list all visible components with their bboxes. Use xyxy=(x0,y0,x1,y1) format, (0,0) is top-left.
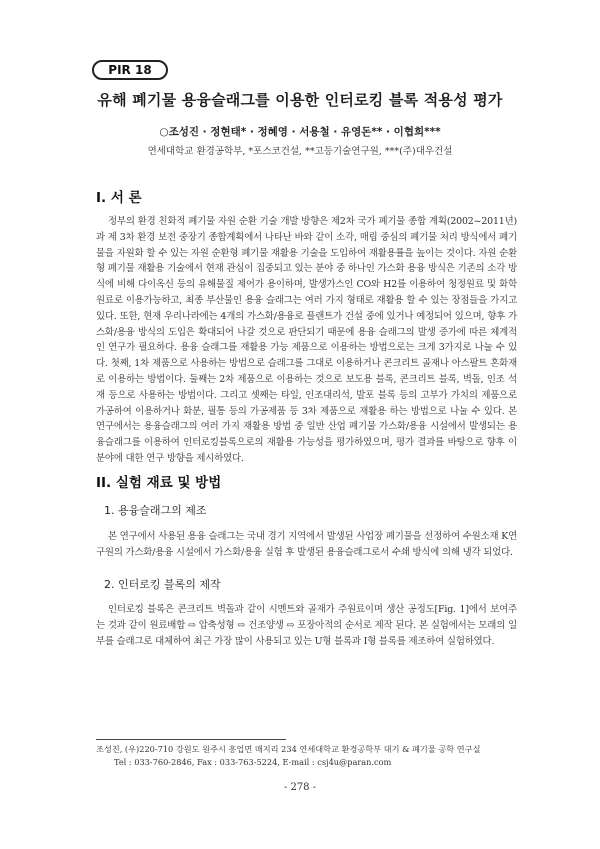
footnote-address: 조성진, (우)220-710 강원도 원주시 흥업면 매지리 234 연세대학교 환경공학부 대기 & 폐기물 공학 연구실 xyxy=(96,744,481,754)
footnote-contact: Tel : 033-760-2846, Fax : 033-763-5224, E-mail : csj4u@paran.com xyxy=(114,757,392,767)
paper-title: 유해 폐기물 용융슬래그를 이용한 인터로킹 블록 적용성 평가 xyxy=(97,91,503,109)
slag-paragraph: 본 연구에서 사용된 용융 슬래그는 국내 경기 지역에서 발생된 사업장 폐기물을 선정하여 수원소재 K연구원의 가스화/용융 시설에서 가스화/용융 실험 후 발생된 용융슬래그로서 수쇄 방식에 의해 냉각 되었다. xyxy=(96,531,517,558)
subsection-heading-block: 2. 인터로킹 블록의 제작 xyxy=(104,578,221,591)
subsection-heading-slag: 1. 용융슬래그의 제조 xyxy=(104,504,207,517)
affiliation-line: 연세대학교 환경공학부, *포스코건설, **고등기술연구원, ***(주)대우건설 xyxy=(147,146,453,157)
author-list: ○조성진 · 정현태* · 정혜영 · 서용철 · 유영돈** · 이협희*** xyxy=(159,126,441,138)
intro-paragraph: 정부의 환경 친화적 폐기물 자원 순환 기술 개발 방향은 제2차 국가 폐기물 종합 계획(2002~2011년)과 제 3차 환경 보전 중장기 종합계획에서 나타난 바와 같이 소각, 매립 중심의 폐기물 처리 방식에서 폐기물을 자원화 할 수 있는 자원 순환형 폐기물 재활용 기술을 도입하여 재활용률을 높이는 것이다. 자원 순환형 폐기물 재활용 기술에서 현재 관심이 집중되고 있는 분야 중 하나인 가스화 용융 방식은 기존의 소각 방식에 비해 다이옥신 등의 유해물질 제어가 용이하며, 발생가스인 CO와 H2를 이용하여 청정원료 및 화학원료로 이용가능하고, 최종 부산물인 용융 슬래그는 여러 가지 형태로 재활용 할 수 있는 장점들을 가지고 있다. 또한, 현재 우리나라에는 4개의 가스화/용융로 플랜트가 건설 중에 있거나 예정되어 있으며, 향후 가스화/용융 방식의 도입은 확대되어 나갈 것으로 판단되기 때문에 용융 슬래그의 발생 증가에 따른 체계적인 연구가 필요하다. 용융 슬래그를 재활용 가능 제품으로 이용하는 방법으로는 크게 3가지로 나눌 수 있다. 첫째, 1차 제품으로 사용하는 방법으로 슬래그를 그대로 이용하거나 콘크리트 골재나 아스팔트 혼화재로 이용하는 방법이다. 둘째는 2차 제품으로 이용하는 것으로 보도용 블록, 콘크리트 블록, 벽돌, 인조 석재 등으로 사용하는 방법이다. 그리고 셋째는 타일, 인조대리석, 발포 블록 등의 고부가 가치의 제품으로 가공하여 이용하거나 화분, 필통 등의 가공제품 등 3차 제품으로 재활용 하는 방법으로 나눌 수 있다. 본 연구에서는 용융슬래그의 여러 가지 재활용 방법 중 일반 산업 폐기물 가스화/용융 시설에서 발생되는 용융슬래그를 이용하여 인터로킹블록으로의 재활용 가능성을 평가하였으며, 평가 결과를 바탕으로 향후 이 분야에 대한 연구 방향을 제시하였다. xyxy=(96,216,517,464)
section-heading-intro: I. 서 론 xyxy=(96,190,142,206)
session-badge: PIR 18 xyxy=(92,60,168,80)
section-heading-methods: II. 실험 재료 및 방법 xyxy=(96,475,222,491)
footnote-divider xyxy=(96,739,286,740)
block-paragraph: 인터로킹 블록은 콘크리트 벽돌과 같이 시멘트와 골재가 주원료이며 생산 공정도[Fig. 1]에서 보여주는 것과 같이 원료배합 ⇨ 압축성형 ⇨ 건조양생 ⇨ 포장아적의 순서로 제작 된다. 본 실험에서는 모래의 일부를 슬래그로 대체하여 최근 가장 많이 사용되고 있는 U형 블록과 I형 블록를 제조하여 실험하였다. xyxy=(96,604,517,647)
page-number: - 278 - xyxy=(283,782,317,793)
